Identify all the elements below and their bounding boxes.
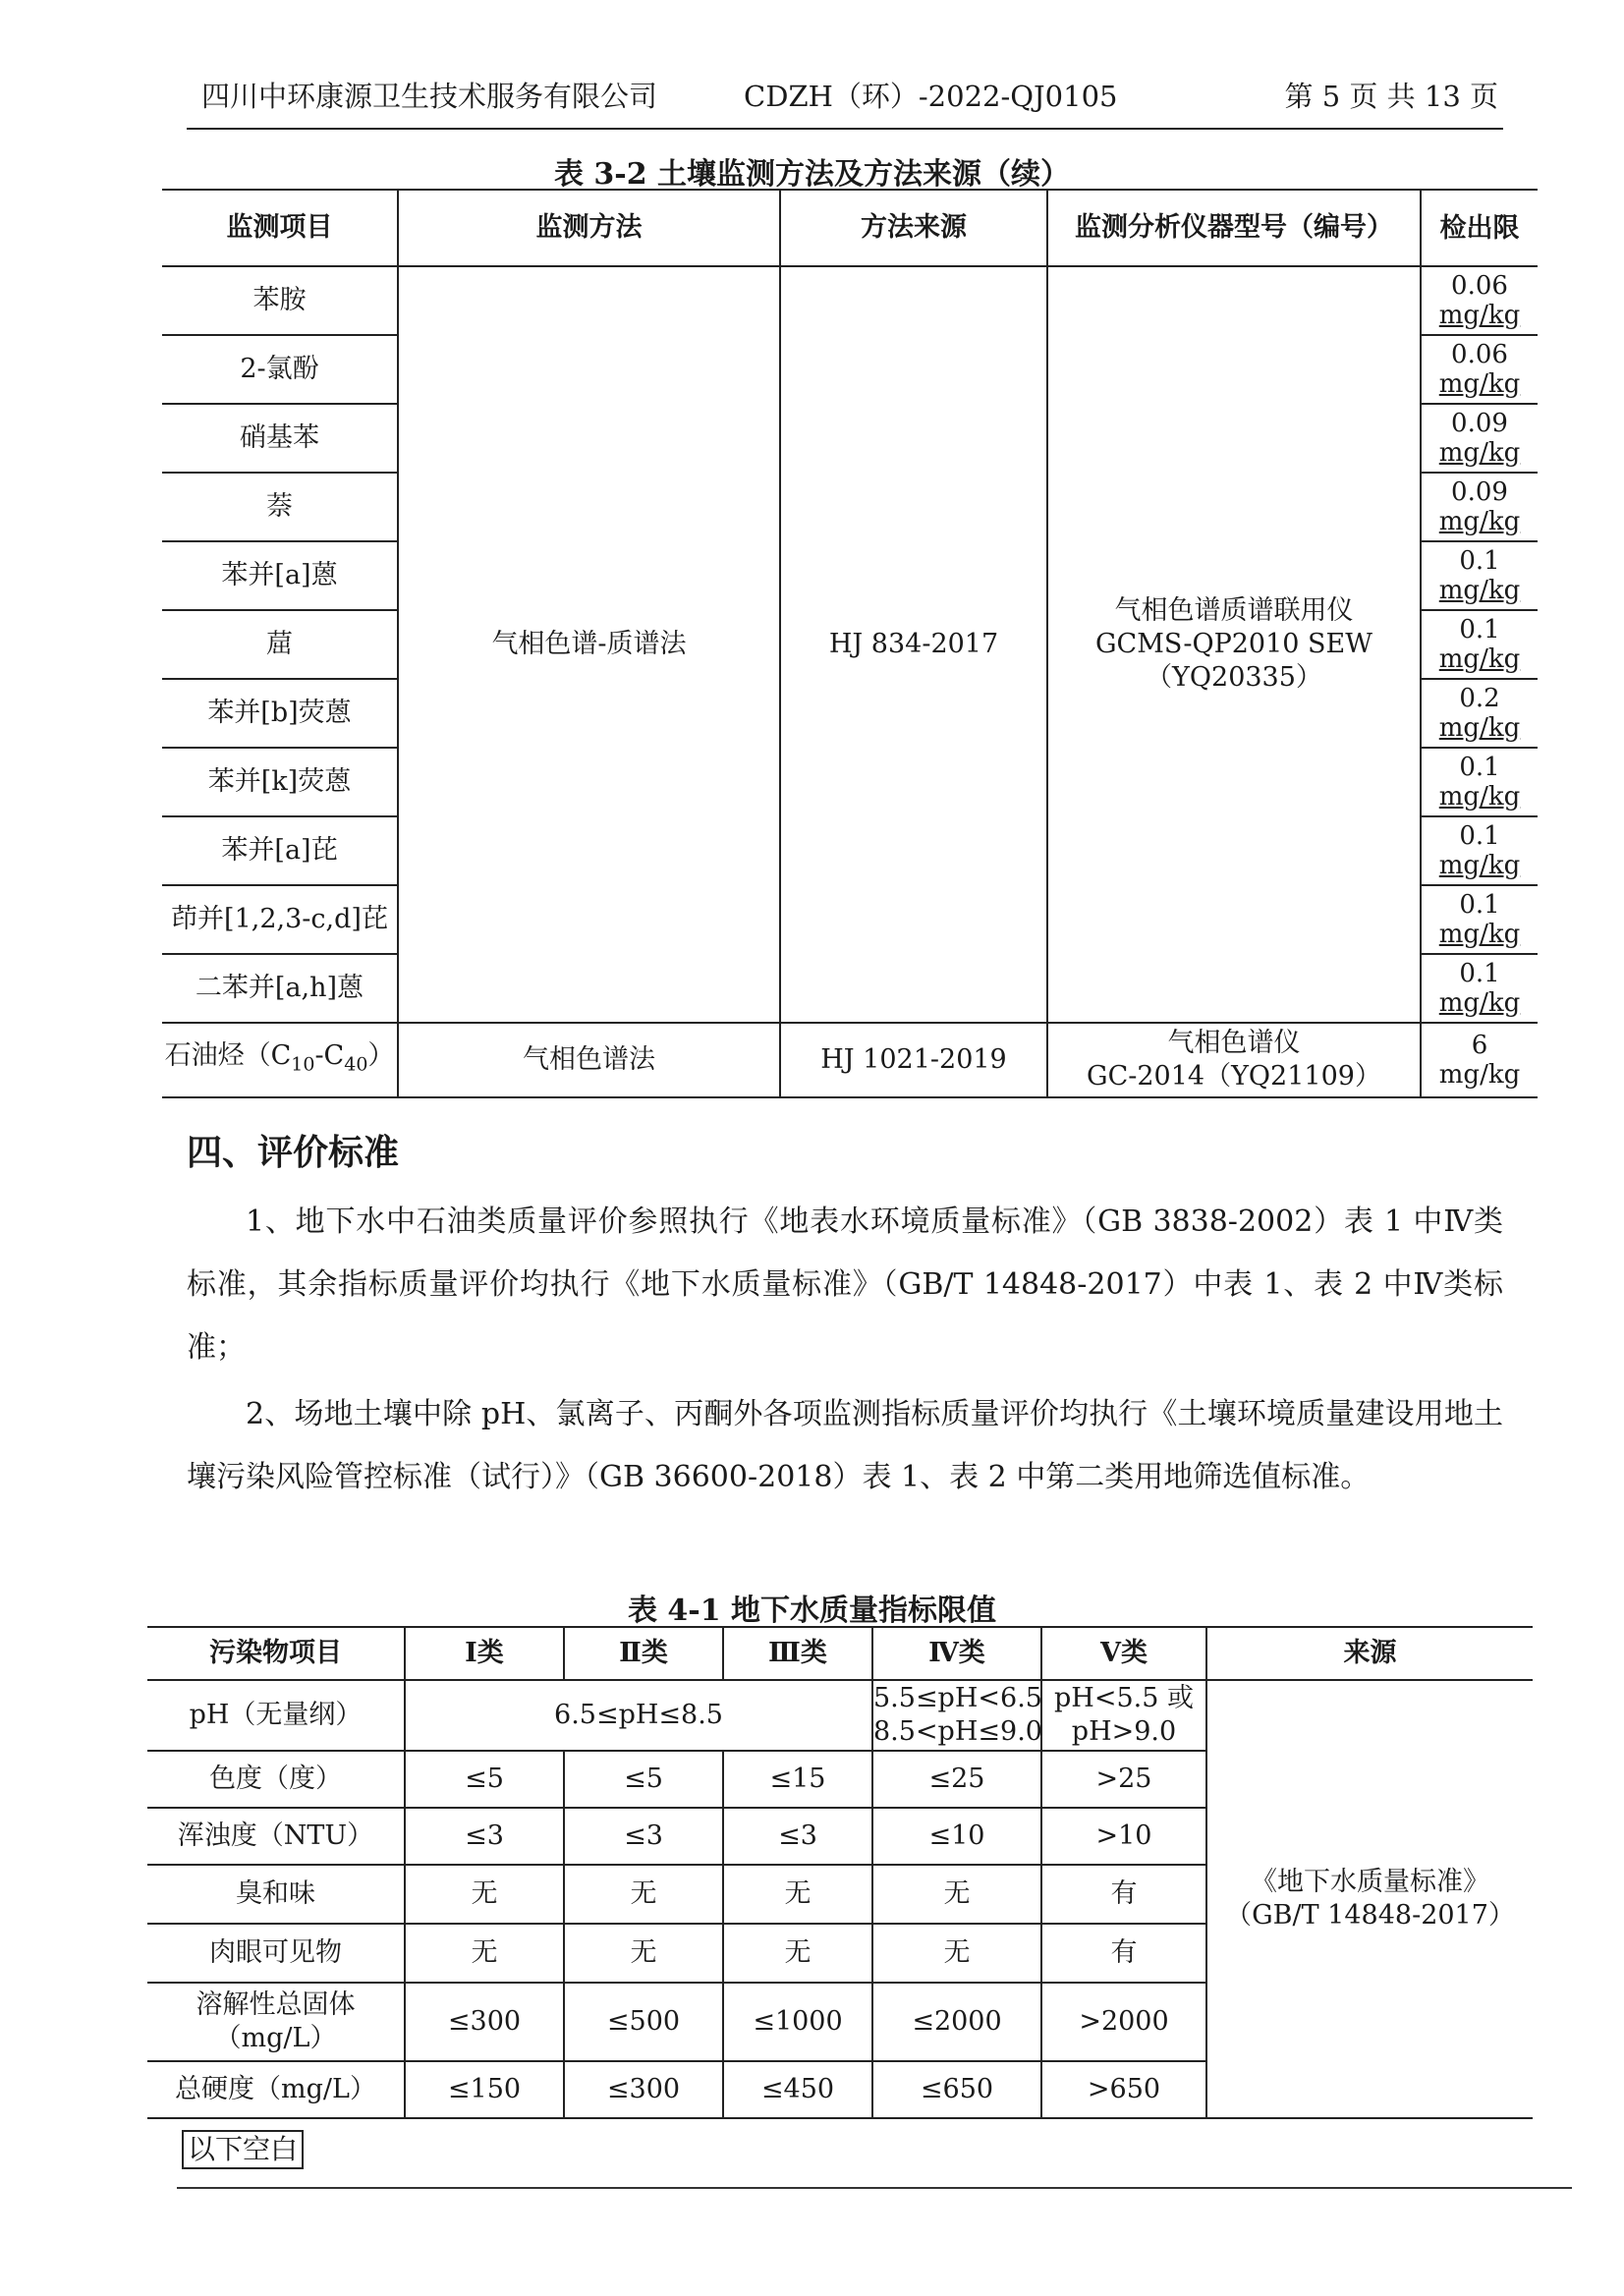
value-cell: 无: [405, 1924, 564, 1983]
item-cell: 苯并[a]芘: [162, 816, 398, 885]
value-line: pH<5.5 或: [1054, 1683, 1194, 1713]
limit-unit: mg/kg: [1438, 988, 1521, 1018]
value-cell: >25: [1041, 1751, 1206, 1808]
limit-cell: [1421, 1023, 1538, 1097]
limit-value: 0.06: [1451, 340, 1508, 369]
instrument-model: GCMS-QP2010 SEW: [1094, 629, 1373, 659]
item-subscript: 40: [344, 1053, 368, 1076]
table-header-row: [147, 1627, 1533, 1680]
limit-cell: [1421, 885, 1538, 954]
value-cell: 有: [1041, 1865, 1206, 1924]
header-rule: [187, 128, 1503, 130]
limit-unit: mg/kg: [1438, 438, 1521, 468]
item-cell: 苯并[k]荧蒽: [162, 748, 398, 816]
limit-cell: [1421, 748, 1538, 816]
limit-unit: mg/kg: [1438, 782, 1521, 812]
limit-value: 0.2: [1459, 684, 1500, 713]
value-cell: ≤10: [872, 1808, 1041, 1865]
limit-unit: mg/kg: [1438, 507, 1521, 536]
limit-value: 0.1: [1459, 890, 1500, 920]
item-subscript: 10: [291, 1053, 315, 1076]
item-line: （mg/L）: [214, 2023, 337, 2053]
limit-value: 0.1: [1459, 546, 1500, 576]
table-4-1-caption: 表 4-1 地下水质量指标限值: [627, 1594, 997, 1628]
limit-cell: [1421, 335, 1538, 404]
value-cell: 无: [564, 1924, 723, 1983]
item-cell: 苯胺: [162, 266, 398, 335]
col-header-class-2: Ⅱ类: [564, 1627, 723, 1680]
col-header-class-1: Ⅰ类: [405, 1627, 564, 1680]
value-cell: ≤3: [405, 1808, 564, 1865]
item-cell: 䓛: [162, 610, 398, 679]
item-cell: 臭和味: [147, 1865, 405, 1924]
value-cell: ≤15: [723, 1751, 872, 1808]
value-line: 5.5≤pH<6.5: [873, 1683, 1042, 1713]
value-cell: 无: [872, 1924, 1041, 1983]
limit-unit: mg/kg: [1438, 576, 1521, 605]
instrument-cell: [1047, 266, 1421, 1023]
table-header-row: [162, 190, 1538, 266]
item-cell: 硝基苯: [162, 404, 398, 473]
item-cell: pH（无量纲）: [147, 1680, 405, 1751]
limit-value: 0.06: [1451, 271, 1508, 301]
item-cell: [162, 1023, 398, 1097]
col-header-class-4: Ⅳ类: [872, 1627, 1041, 1680]
value-cell: ≤450: [723, 2061, 872, 2118]
limit-value: 0.09: [1451, 409, 1508, 438]
limit-cell: [1421, 266, 1538, 335]
value-cell: 无: [872, 1865, 1041, 1924]
item-cell: 2-氯酚: [162, 335, 398, 404]
limit-unit: mg/kg: [1438, 713, 1521, 743]
item-text: -C: [314, 1039, 345, 1071]
item-cell: 肉眼可见物: [147, 1924, 405, 1983]
limit-value: 0.1: [1459, 615, 1500, 644]
limit-cell: [1421, 679, 1538, 748]
limit-unit: mg/kg: [1438, 1060, 1521, 1090]
section-title: 四、评价标准: [187, 1133, 400, 1173]
item-cell: 总硬度（mg/L）: [147, 2061, 405, 2118]
value-cell: 6.5≤pH≤8.5: [405, 1680, 872, 1751]
groundwater-limit-table: [147, 1626, 1533, 2119]
paragraph-groundwater: 1、地下水中石油类质量评价参照执行《地表水环境质量标准》（GB 3838-2002）表 1 中Ⅳ类标准，其余指标质量评价均执行《地下水质量标准》（GB/T 14848-2017）中表 1、表 2 中Ⅳ类标准；: [187, 1204, 1503, 1365]
value-cell: ≤5: [564, 1751, 723, 1808]
col-header-limit: 检出限: [1421, 190, 1538, 266]
limit-cell: [1421, 473, 1538, 541]
value-cell: ≤5: [405, 1751, 564, 1808]
value-cell: >10: [1041, 1808, 1206, 1865]
instrument-number: （YQ20335）: [1146, 662, 1322, 693]
limit-value: 0.1: [1459, 753, 1500, 782]
col-header-source: 方法来源: [780, 190, 1047, 266]
footer-rule: [177, 2187, 1572, 2189]
instrument-cell: [1047, 1023, 1421, 1097]
instrument-name: 气相色谱质谱联用仪: [1114, 595, 1354, 626]
value-cell: ≤650: [872, 2061, 1041, 2118]
limit-value: 0.09: [1451, 477, 1508, 507]
value-cell: 无: [723, 1924, 872, 1983]
item-cell: 苯并[b]荧蒽: [162, 679, 398, 748]
table-row: [162, 1023, 1538, 1097]
source-cell: [1206, 1680, 1533, 2118]
value-cell: ≤500: [564, 1983, 723, 2061]
value-cell: [1041, 1680, 1206, 1751]
value-cell: 无: [564, 1865, 723, 1924]
source-line: （GB/T 14848-2017）: [1225, 1900, 1515, 1931]
limit-unit: mg/kg: [1438, 644, 1521, 674]
limit-unit: mg/kg: [1438, 369, 1521, 399]
item-cell: 茚并[1,2,3-c,d]芘: [162, 885, 398, 954]
source-line: 《地下水质量标准》: [1251, 1867, 1489, 1897]
value-cell: ≤1000: [723, 1983, 872, 2061]
table-row: [162, 266, 1538, 335]
value-cell: >2000: [1041, 1983, 1206, 2061]
end-of-content-stamp: 以下空白: [182, 2130, 304, 2169]
value-cell: ≤3: [723, 1808, 872, 1865]
item-cell: 苯并[a]蒽: [162, 541, 398, 610]
col-header-item: 监测项目: [162, 190, 398, 266]
col-header-method: 监测方法: [398, 190, 780, 266]
item-cell: 二苯并[a,h]蒽: [162, 954, 398, 1023]
item-text: 石油烃（C: [164, 1039, 292, 1071]
col-header-class-3: Ⅲ类: [723, 1627, 872, 1680]
col-header-pollutant: 污染物项目: [147, 1627, 405, 1680]
source-cell: HJ 1021-2019: [780, 1023, 1047, 1097]
table-3-2-caption: 表 3-2 土壤监测方法及方法来源（续）: [553, 157, 1071, 192]
source-cell: HJ 834-2017: [780, 266, 1047, 1023]
soil-method-table: [162, 189, 1538, 1098]
header-company: 四川中环康源卫生技术服务有限公司: [201, 80, 658, 113]
value-cell: ≤300: [564, 2061, 723, 2118]
limit-unit: mg/kg: [1438, 920, 1521, 949]
value-cell: ≤150: [405, 2061, 564, 2118]
item-line: 溶解性总固体: [196, 1989, 356, 2020]
instrument-name: 气相色谱仪: [1167, 1028, 1301, 1058]
value-cell: [872, 1680, 1041, 1751]
paragraph-soil: 2、场地土壤中除 pH、氯离子、丙酮外各项监测指标质量评价均执行《土壤环境质量建设用地土壤污染风险管控标准（试行）》（GB 36600-2018）表 1、表 2 中第二类用地筛选值标准。: [187, 1397, 1503, 1494]
value-cell: ≤3: [564, 1808, 723, 1865]
header-page-number: 第 5 页 共 13 页: [1284, 80, 1498, 113]
limit-cell: [1421, 404, 1538, 473]
value-cell: ≤300: [405, 1983, 564, 2061]
table-row: [147, 1680, 1533, 1751]
value-cell: ≤2000: [872, 1983, 1041, 2061]
value-line: 8.5<pH≤9.0: [873, 1716, 1042, 1747]
instrument-model: GC-2014（YQ21109）: [1087, 1061, 1381, 1092]
value-cell: >650: [1041, 2061, 1206, 2118]
item-text: ）: [367, 1039, 395, 1071]
method-cell: 气相色谱法: [398, 1023, 780, 1097]
limit-cell: [1421, 610, 1538, 679]
page-header: [201, 75, 1498, 118]
limit-unit: mg/kg: [1438, 851, 1521, 880]
limit-cell: [1421, 541, 1538, 610]
limit-cell: [1421, 816, 1538, 885]
item-cell: 色度（度）: [147, 1751, 405, 1808]
limit-value: 0.1: [1459, 821, 1500, 851]
limit-value: 6: [1471, 1031, 1488, 1060]
value-cell: 无: [405, 1865, 564, 1924]
col-header-source: 来源: [1206, 1627, 1533, 1680]
item-cell: [147, 1983, 405, 2061]
col-header-instrument: 监测分析仪器型号（编号）: [1047, 190, 1421, 266]
limit-unit: mg/kg: [1438, 301, 1521, 330]
value-cell: 无: [723, 1865, 872, 1924]
item-cell: 萘: [162, 473, 398, 541]
value-line: pH>9.0: [1071, 1716, 1177, 1747]
header-report-code: CDZH（环）-2022-QJ0105: [744, 80, 1118, 113]
method-cell: 气相色谱-质谱法: [398, 266, 780, 1023]
value-cell: ≤25: [872, 1751, 1041, 1808]
limit-cell: [1421, 954, 1538, 1023]
item-cell: 浑浊度（NTU）: [147, 1808, 405, 1865]
limit-value: 0.1: [1459, 959, 1500, 988]
col-header-class-5: Ⅴ类: [1041, 1627, 1206, 1680]
value-cell: 有: [1041, 1924, 1206, 1983]
